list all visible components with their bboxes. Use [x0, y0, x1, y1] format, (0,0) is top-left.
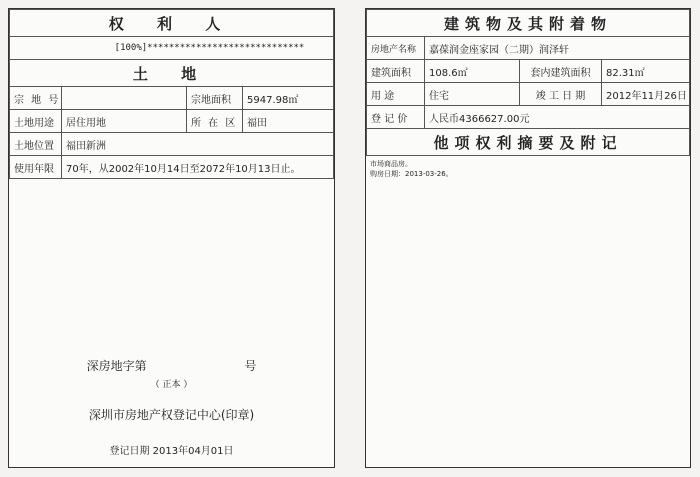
cert-number-suffix: 号: [244, 359, 257, 373]
building-title: 建筑物及其附着物: [367, 10, 690, 37]
term-label: 使用年限: [10, 156, 62, 179]
summary-title: 他项权利摘要及附记: [367, 129, 690, 156]
land-location-label: 土地位置: [10, 133, 62, 156]
parcel-area-label: 宗地面积: [187, 87, 243, 110]
property-name-value: 嘉葆润金座家园（二期）润泽轩: [425, 37, 690, 60]
copy-type: （ 正本 ）: [150, 380, 193, 390]
use-value: 住宅: [425, 83, 520, 106]
district-value: 福田: [243, 110, 334, 133]
use-label: 用 途: [367, 83, 425, 106]
term-value: 70年，从2002年10月14日至2072年10月13日止。: [62, 156, 334, 179]
registration-date: 登记日期 2013年04月01日: [109, 446, 234, 457]
right-table: [366, 9, 690, 156]
inner-area-value: 82.31㎡: [602, 60, 690, 83]
district-label: 所 在 区: [187, 110, 243, 133]
note-line-1: 市场商品房。: [370, 160, 412, 168]
land-title: 土 地: [10, 60, 334, 87]
left-page: [8, 8, 335, 468]
floor-area-value: 108.6㎡: [425, 60, 520, 83]
parcel-area-value: 5947.98㎡: [243, 87, 334, 110]
price-label: 登 记 价: [367, 106, 425, 129]
cert-number-line: [9, 357, 334, 374]
land-use-value: 居住用地: [62, 110, 187, 133]
parcel-no-label: 宗 地 号: [10, 87, 62, 110]
note-line-2: 购房日期：2013-03-26。: [370, 170, 453, 178]
owner-title: 权 利 人: [10, 10, 334, 37]
property-name-label: 房地产名称: [367, 37, 425, 60]
left-table: [9, 9, 334, 179]
completion-date-value: 2012年11月26日: [602, 83, 690, 106]
floor-area-label: 建筑面积: [367, 60, 425, 83]
owner-id: [100%]*****************************: [10, 37, 334, 60]
right-page: [365, 8, 691, 468]
issuer: 深圳市房地产权登记中心(印章): [88, 408, 255, 422]
cert-number-label: 深房地字第: [86, 359, 147, 373]
land-use-label: 土地用途: [10, 110, 62, 133]
completion-date-label: 竣 工 日 期: [520, 83, 602, 106]
parcel-no-value: [62, 87, 187, 110]
price-value: 人民币4366627.00元: [425, 106, 690, 129]
land-location-value: 福田新洲: [62, 133, 334, 156]
inner-area-label: 套内建筑面积: [520, 60, 602, 83]
